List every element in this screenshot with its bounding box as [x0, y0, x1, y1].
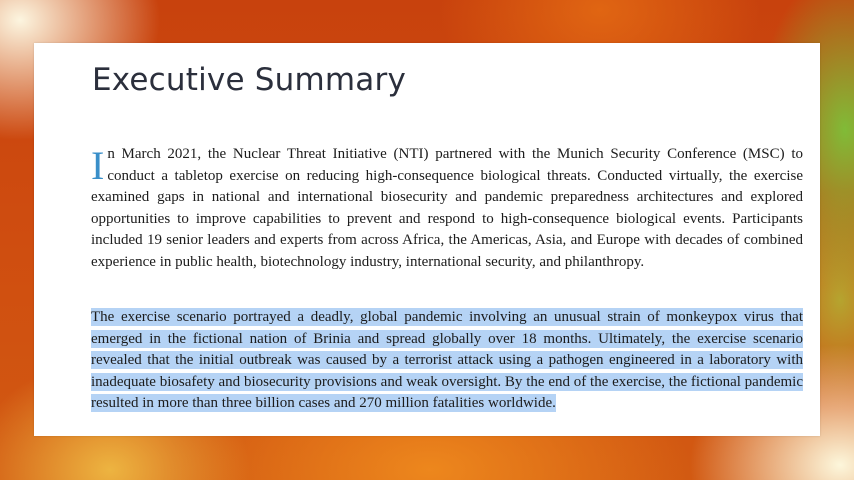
page-title: Executive Summary [92, 62, 406, 98]
selected-text[interactable]: The exercise scenario portrayed a deadly, global pandemic involving an unusual strain of monkeypox virus that emerged in the fictional nation of Brinia and spread globally over 18 months. Ultimately, the exercise scenario revealed that the initial outbreak was caused by a terrorist attack using a pathogen engineered in a laboratory with inadequate biosafety and biosecurity provisions and weak oversight. By the end of the exercise, the fictional pandemic resulted in more than three billion cases and 270 million fatalities worldwide. [91, 309, 803, 412]
paragraph-scenario[interactable] [91, 307, 803, 415]
document-page [34, 43, 820, 436]
paragraph-intro-text: n March 2021, the Nuclear Threat Initiative (NTI) partnered with the Munich Security Conference (MSC) to conduct a tabletop exercise on reducing high-consequence biological threats. Conducted virtually, the exercise examined gaps in national and international biosecurity and pandemic preparedness architectures and explored opportunities to improve capabilities to prevent and respond to high-consequence biological events. Participants included 19 senior leaders and experts from across Africa, the Americas, Asia, and Europe with decades of combined experience in public health, biotechnology industry, international security, and philanthropy. [91, 146, 803, 270]
drop-cap-letter: I [91, 143, 105, 188]
paragraph-intro[interactable] [91, 144, 803, 274]
